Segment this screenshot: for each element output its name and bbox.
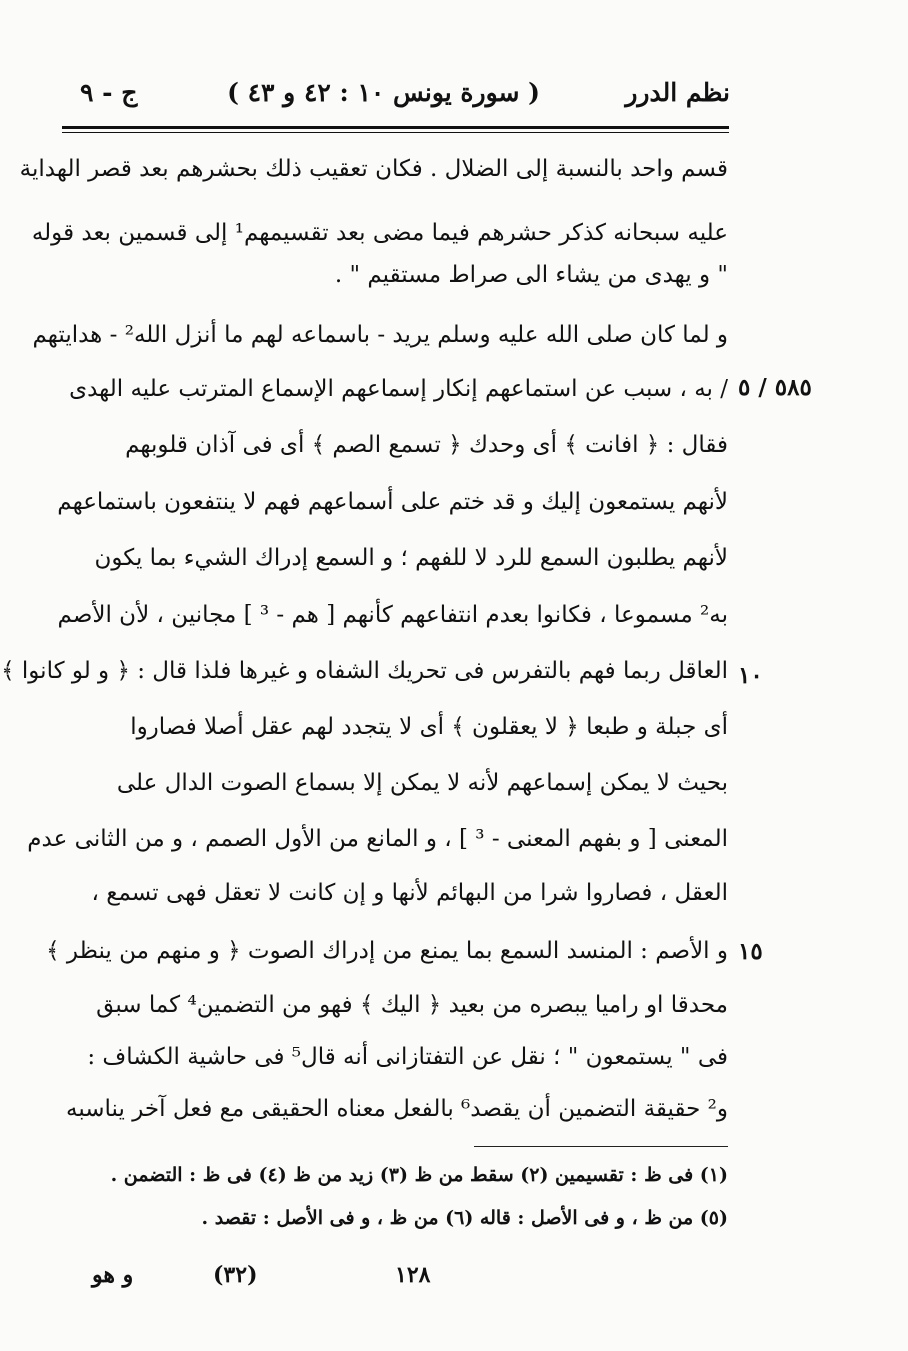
header-rule-thin	[62, 132, 729, 133]
text-line: عليه سبحانه كذكر حشرهم فيما مضى بعد تقسيمهم¹ إلى قسمين بعد قوله	[31, 220, 728, 246]
header-rule-thick	[62, 126, 729, 129]
footnote-separator	[474, 1146, 728, 1147]
text-line: لأنهم يطلبون السمع للرد لا للفهم ؛ و السمع إدراك الشيء بما يكون	[94, 545, 728, 571]
text-line: محدقا او راميا يبصره من بعيد ﴿ اليك ﴾ فهو من التضمين⁴ كما سبق	[96, 992, 728, 1018]
page-number: ١٢٨	[395, 1262, 431, 1288]
text-line: " و يهدى من يشاء الى صراط مستقيم " .	[334, 262, 728, 288]
catchword: و هو	[92, 1262, 134, 1288]
text-line: بحيث لا يمكن إسماعهم لأنه لا يمكن إلا بسماع الصوت الدال على	[116, 770, 728, 796]
footnote-line: (١) فى ظ : تقسيمين (٢) سقط من ظ (٣) زيد من ظ (٤) فى ظ : التضمن .	[110, 1164, 728, 1186]
text-line: به² مسموعا ، فكانوا بعدم انتفاعهم كأنهم [ هم - ³ ] مجانين ، لأن الأصم	[57, 602, 728, 628]
surah-reference: ( سورة يونس ١٠ : ٤٢ و ٤٣ )	[227, 78, 540, 107]
margin-line-10: ١٠	[738, 662, 763, 689]
footnote-line: (٥) من ظ ، و فى الأصل : قاله (٦) من ظ ، و فى الأصل : تقصد .	[201, 1207, 728, 1229]
text-line: و لما كان صلى الله عليه وسلم يريد - باسماعه لهم ما أنزل الله² - هدايتهم	[32, 322, 728, 348]
text-line: فقال : ﴿ افانت ﴾ أى وحدك ﴿ تسمع الصم ﴾ أى فى آذان قلوبهم	[125, 432, 728, 458]
text-line: / به ، سبب عن استماعهم إنكار إسماعهم الإسماع المترتب عليه الهدى	[69, 376, 728, 402]
margin-line-15: ١٥	[738, 938, 763, 965]
text-line: و² حقيقة التضمين أن يقصد⁶ بالفعل معناه الحقيقى مع فعل آخر يناسبه	[66, 1096, 728, 1122]
margin-ref-585: ٥٨٥ / ٥	[738, 374, 812, 401]
book-title: نظم الدرر	[625, 78, 730, 107]
text-line: العاقل ربما فهم بالتفرس فى تحريك الشفاه و غيرها فلذا قال : ﴿ و لو كانوا ﴾	[1, 658, 728, 684]
text-line: أى جبلة و طبعا ﴿ لا يعقلون ﴾ أى لا يتجدد لهم عقل أصلا فصاروا	[130, 714, 728, 740]
text-line: لأنهم يستمعون إليك و قد ختم على أسماعهم فهم لا ينتفعون باستماعهم	[57, 489, 728, 515]
text-line: و الأصم : المنسد السمع بما يمنع من إدراك الصوت ﴿ و منهم من ينظر ﴾	[46, 938, 728, 964]
text-line: قسم واحد بالنسبة إلى الضلال . فكان تعقيب ذلك بحشرهم بعد قصر الهداية	[19, 156, 728, 182]
text-line: المعنى [ و بفهم المعنى - ³ ] ، و المانع من الأول الصمم ، و من الثانى عدم	[27, 826, 728, 852]
text-line: العقل ، فصاروا شرا من البهائم لأنها و إن كانت لا تعقل فهى تسمع ،	[91, 880, 728, 906]
sheet-number: (٣٢)	[213, 1262, 258, 1288]
text-line: فى " يستمعون " ؛ نقل عن التفتازانى أنه قال⁵ فى حاشية الكشاف :	[87, 1044, 728, 1070]
volume-label: ج - ٩	[80, 78, 138, 107]
